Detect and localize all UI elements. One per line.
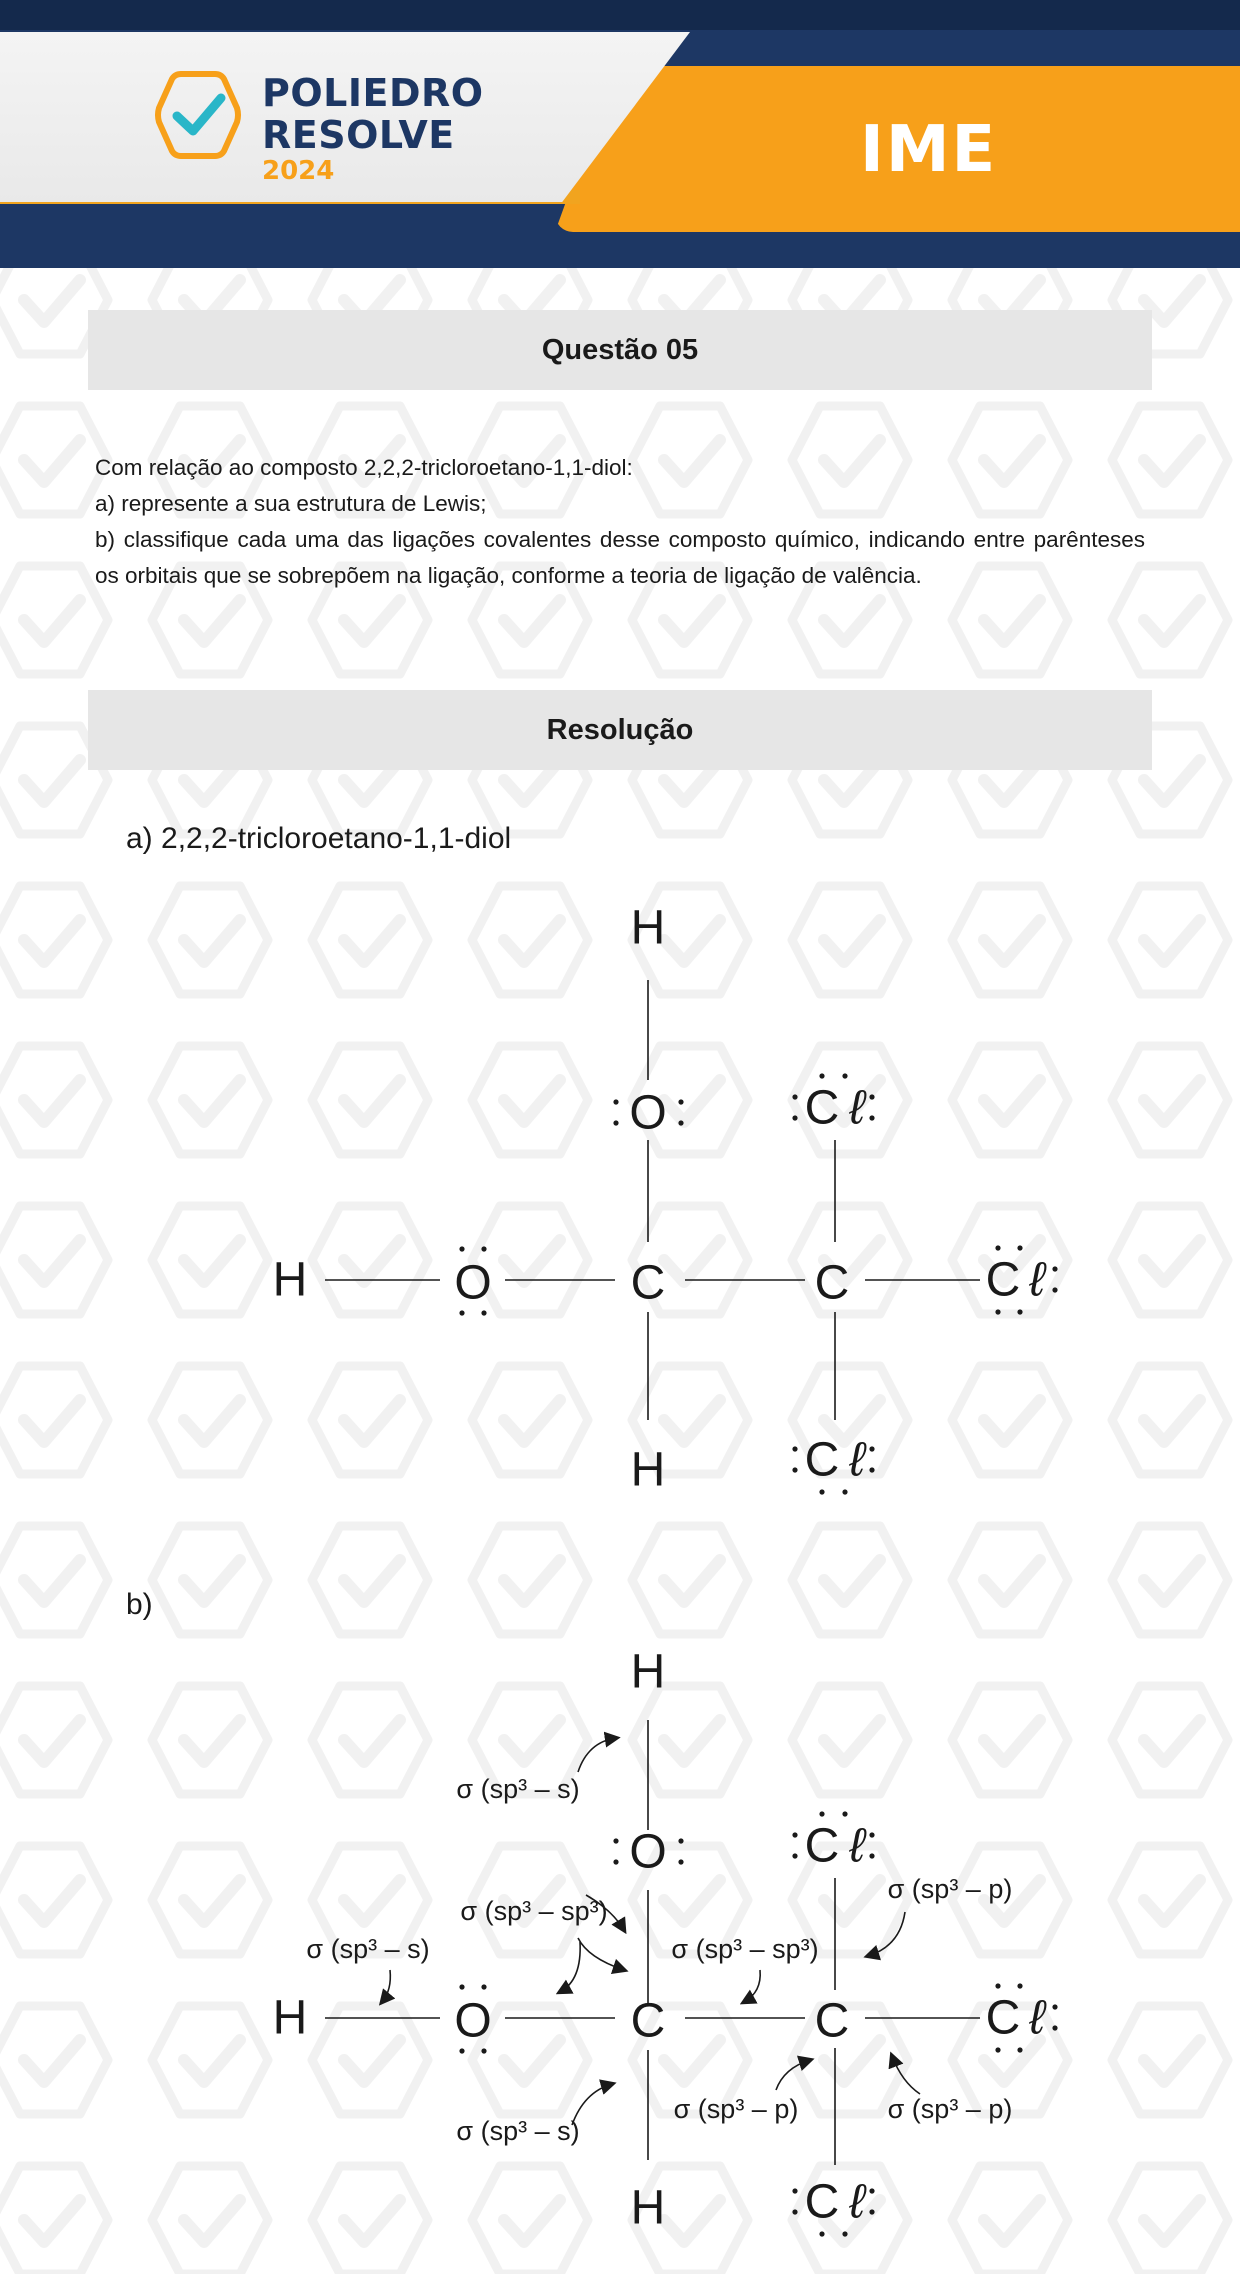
atom-c-2: C <box>814 1256 850 1310</box>
b-atom-cl-bottom <box>805 2176 868 2229</box>
b-atom-cl-top <box>805 1820 868 1873</box>
brand-line1: POLIEDRO <box>262 71 484 115</box>
label-h-o-top: σ (sp³ – s) <box>456 1774 580 1804</box>
label-c-cl-right: σ (sp³ – p) <box>887 2094 1013 2124</box>
lone-pair-dots <box>459 1073 1057 1494</box>
brand-line2: RESOLVE <box>262 113 455 157</box>
page-header <box>0 0 1240 268</box>
atom-o-left: O <box>454 1256 492 1310</box>
part-b-label: b) <box>126 1588 153 1621</box>
label-c-cl-top: σ (sp³ – p) <box>887 1874 1013 1904</box>
b-atom-o-left: O <box>454 1994 492 2048</box>
brand-logo-text <box>262 72 484 186</box>
question-title-bar <box>88 310 1152 390</box>
question-item-a: a) represente a sua estrutura de Lewis; <box>95 491 487 516</box>
b-cl-bottom-c: C <box>804 2175 840 2229</box>
atom-h-top: H <box>630 901 666 955</box>
cl-bottom-l: ℓ <box>849 1433 865 1487</box>
question-title: Questão 05 <box>541 333 699 366</box>
atom-cl-right <box>986 1254 1048 1307</box>
cl-top-l: ℓ <box>849 1081 865 1135</box>
exam-name: IME <box>860 113 998 187</box>
bond-lines <box>325 980 980 1420</box>
cl-right-c: C <box>985 1253 1021 1307</box>
question-item-b: b) classifique cada uma das ligações covalentes desse composto químico, indicando entre parênteses os orbitais que se sobrepõem na ligação, conforme a teoria de ligação de valência. <box>95 527 1145 588</box>
cl-top-c: C <box>804 1081 840 1135</box>
atom-o-top: O <box>629 1086 667 1140</box>
lewis-structure-diagram <box>0 880 1240 1520</box>
b-cl-right-l: ℓ <box>1029 1991 1045 2045</box>
b-atom-h-bottom: H <box>630 2181 666 2235</box>
b-atom-o-top: O <box>629 1825 667 1879</box>
bond-classification-diagram <box>0 1620 1240 2260</box>
label-c-cl-bottom: σ (sp³ – p) <box>673 2094 799 2124</box>
atom-cl-top <box>805 1082 868 1135</box>
b-cl-top-c: C <box>804 1819 840 1873</box>
b-cl-top-l: ℓ <box>849 1819 865 1873</box>
resolution-title-bar <box>88 690 1152 770</box>
cl-right-l: ℓ <box>1029 1253 1045 1307</box>
b-cl-right-c: C <box>985 1991 1021 2045</box>
question-intro: Com relação ao composto 2,2,2-tricloroetano-1,1-diol: <box>95 455 633 480</box>
atom-h-left: H <box>272 1253 308 1307</box>
label-o-c-top: σ (sp³ – sp³) <box>460 1896 608 1926</box>
part-a-label: a) 2,2,2-tricloroetano-1,1-diol <box>126 822 512 855</box>
b-cl-bottom-l: ℓ <box>849 2175 865 2229</box>
cl-bottom-c: C <box>804 1433 840 1487</box>
b-atom-c-2: C <box>814 1994 850 2048</box>
question-statement <box>95 450 1145 594</box>
resolution-title: Resolução <box>546 713 694 746</box>
b-atom-cl-right <box>986 1992 1048 2045</box>
label-h-o-left: σ (sp³ – s) <box>306 1934 430 1964</box>
label-c-c: σ (sp³ – sp³) <box>671 1934 819 1964</box>
check-hexagon-logo-icon <box>155 68 241 162</box>
atom-c-1: C <box>630 1256 666 1310</box>
b-atom-h-left: H <box>272 1991 308 2045</box>
brand-year: 2024 <box>262 156 335 186</box>
atom-cl-bottom <box>805 1434 868 1487</box>
label-c-h-bottom: σ (sp³ – s) <box>456 2116 580 2146</box>
b-atom-h-top: H <box>630 1645 666 1699</box>
b-atom-c-1: C <box>630 1994 666 2048</box>
atom-h-bottom: H <box>630 1443 666 1497</box>
header-top-strip <box>0 0 1240 30</box>
